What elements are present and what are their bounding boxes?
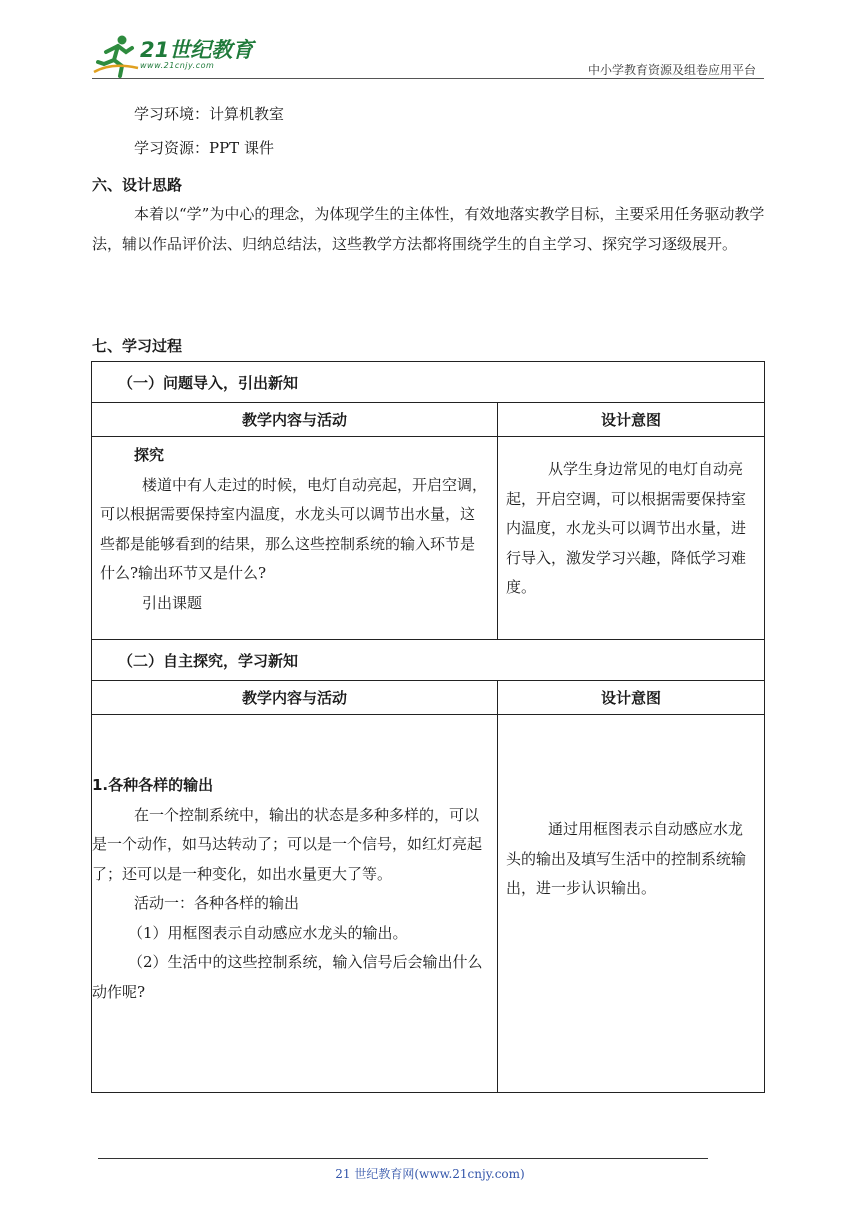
part-two-title: （二）自主探究，学习新知	[92, 640, 764, 681]
section-seven-title: 七、学习过程	[92, 337, 183, 355]
design-idea-paragraph: 本着以“学”为中心的理念，为体现学生的主体性，有效地落实教学目标，主要采用任务驱动教学法，辅以作品评价法、归纳总结法，这些教学方法都将围绕学生的自主学习、探究学习逐级展开。	[92, 205, 765, 253]
explore-paragraph: 楼道中有人走过的时候，电灯自动亮起，开启空调，可以根据需要保持室内温度，水龙头可以调节出水量，这些都是能够看到的结果，那么这些控制系统的输入环节是什么?输出环节又是什么?	[100, 475, 488, 582]
part-one-content-row	[92, 437, 764, 640]
explore-label: 探究	[134, 446, 165, 464]
part-one-header-row	[92, 403, 764, 437]
learning-environment: 学习环境：计算机教室	[134, 105, 285, 123]
header-divider	[92, 78, 764, 79]
footer-divider	[98, 1158, 708, 1159]
logo-url-text: www.21cnjy.com	[140, 61, 215, 70]
content-column-header: 教学内容与活动	[92, 681, 498, 714]
learning-process-table	[91, 361, 765, 1093]
output-paragraph: 在一个控制系统中，输出的状态是多种多样的，可以是一个动作，如马达转动了；可以是一个信号，如红灯亮起了；还可以是一种变化，如出水量更大了等。	[92, 805, 483, 883]
output-item-title: 1.各种各样的输出	[92, 776, 214, 794]
section-six-title: 六、设计思路	[92, 176, 183, 194]
part-two-header-row	[92, 681, 764, 715]
part-one-content-cell	[92, 437, 498, 639]
content-column-header: 教学内容与活动	[92, 403, 498, 436]
part-two-intent-text: 通过用框图表示自动感应水龙头的输出及填写生活中的控制系统输出，进一步认识输出。	[506, 820, 747, 897]
logo-main-text: 21世纪教育	[140, 38, 254, 62]
runner-logo-icon	[92, 32, 140, 78]
part-two-intent-cell	[498, 715, 764, 1092]
part-two-content-cell	[92, 715, 498, 1092]
activity-step-two: （2）生活中的这些控制系统，输入信号后会输出什么动作呢?	[92, 953, 483, 1001]
activity-one-label: 活动一：各种各样的输出	[134, 894, 300, 912]
intent-column-header: 设计意图	[600, 689, 661, 707]
part-two-content-row	[92, 715, 764, 1092]
intent-column-header: 设计意图	[600, 411, 661, 429]
page-header	[92, 32, 764, 82]
platform-label: 中小学教育资源及组卷应用平台	[587, 63, 756, 77]
part-one-intent-cell	[498, 437, 764, 639]
lead-in-text: 引出课题	[142, 593, 203, 612]
learning-resource: 学习资源：PPT 课件	[134, 139, 274, 157]
part-one-title: （一）问题导入，引出新知	[92, 362, 764, 403]
part-one-intent-text: 从学生身边常见的电灯自动亮起，开启空调，可以根据需要保持室内温度，水龙头可以调节出水量，进行导入，激发学习兴趣，降低学习难度。	[506, 460, 747, 596]
logo-text	[140, 39, 253, 71]
footer-link[interactable]: 21 世纪教育网(www.21cnjy.com)	[335, 1167, 525, 1181]
site-logo[interactable]	[92, 32, 253, 78]
activity-step-one: （1）用框图表示自动感应水龙头的输出。	[128, 923, 408, 942]
